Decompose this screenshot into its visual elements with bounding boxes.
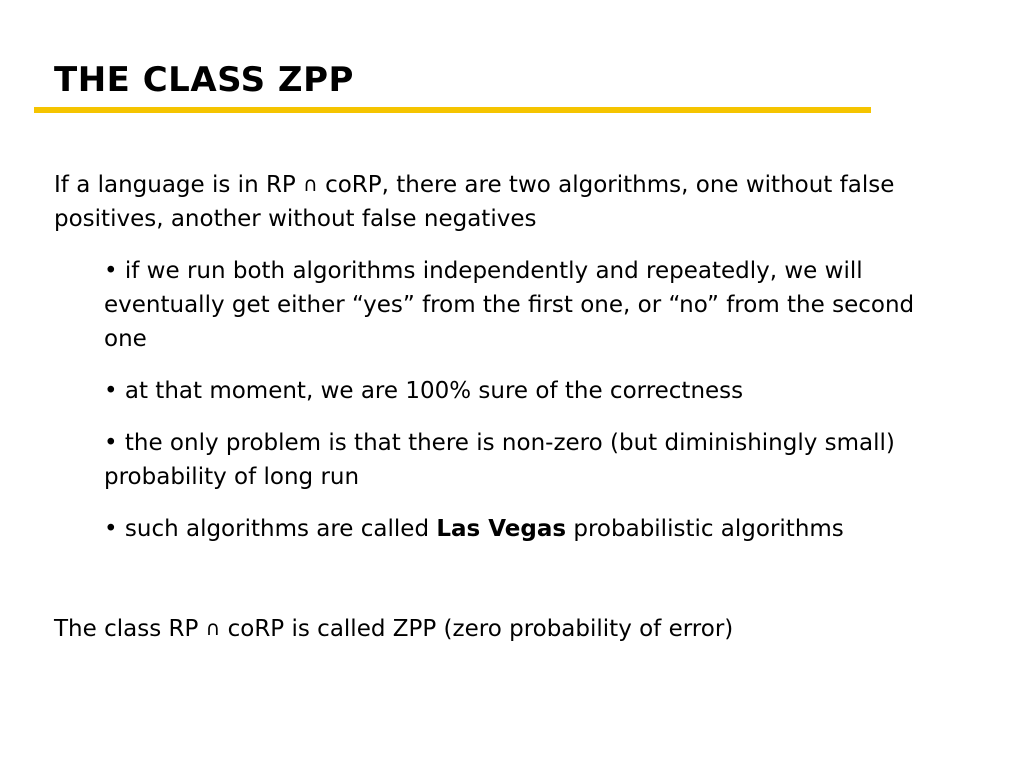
intersection-symbol: ∩ <box>303 172 318 196</box>
slide-title: THE CLASS ZPP <box>54 60 354 100</box>
slide-body <box>54 168 994 646</box>
intro-paragraph <box>54 168 994 236</box>
bullet-item <box>104 512 954 546</box>
bullet-item <box>104 254 954 356</box>
bullet-item <box>104 374 954 408</box>
bullet-list <box>104 254 954 546</box>
section-spacer <box>54 546 994 612</box>
bullet-text-start: • such algorithms are called <box>104 516 437 542</box>
intro-text-start: If a language is in RP <box>54 172 304 198</box>
bullet-item <box>104 426 954 494</box>
bullet-text: • if we run both algorithms independently and repeatedly, we will eventually get either “yes” from the first one, or “no” from the second one <box>104 258 915 352</box>
conclusion-text-start: The class RP <box>54 616 206 642</box>
bullet-text: • the only problem is that there is non-zero (but diminishingly small) probability of long run <box>104 430 895 490</box>
bullet-text: • at that moment, we are 100% sure of the correctness <box>104 378 744 404</box>
las-vegas-term: Las Vegas <box>436 516 567 542</box>
conclusion-text-end: coRP is called ZPP (zero probability of error) <box>220 616 734 642</box>
intersection-symbol: ∩ <box>205 616 221 640</box>
intro-text-end: coRP, there are two algorithms, one without false positives, another without false negatives <box>54 172 895 232</box>
title-underline <box>34 107 871 113</box>
conclusion-paragraph <box>54 612 994 646</box>
bullet-text-end: probabilistic algorithms <box>566 516 844 542</box>
